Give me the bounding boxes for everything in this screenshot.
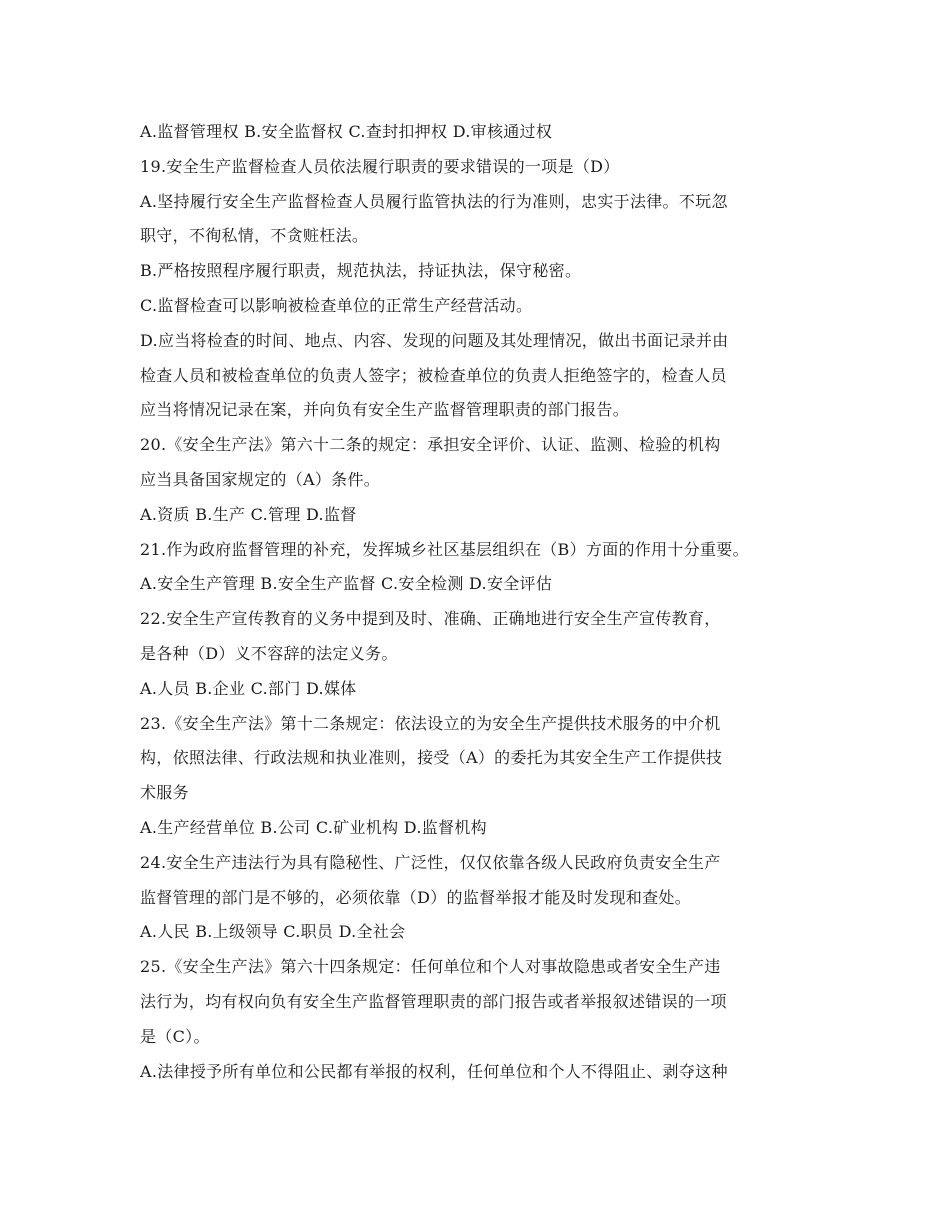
text-line: 术服务 bbox=[140, 783, 189, 803]
text-line: A.资质 B.生产 C.管理 D.监督 bbox=[140, 504, 357, 524]
text-line: 是各种（D）义不容辞的法定义务。 bbox=[140, 643, 398, 663]
text-line: D.应当将检查的时间、地点、内容、发现的问题及其处理情况，做出书面记录并由 bbox=[140, 330, 729, 350]
text-line: 25.《安全生产法》第六十四条规定：任何单位和个人对事故隐患或者安全生产违 bbox=[140, 957, 721, 977]
text-line: C.监督检查可以影响被检查单位的正常生产经营活动。 bbox=[140, 295, 533, 315]
text-line: 是（C）。 bbox=[140, 1026, 210, 1046]
text-line: A.安全生产管理 B.安全生产监督 C.安全检测 D.安全评估 bbox=[140, 574, 553, 594]
text-line: 应当具备国家规定的（A）条件。 bbox=[140, 469, 381, 489]
text-line: 22.安全生产宣传教育的义务中提到及时、准确、正确地进行安全生产宣传教育， bbox=[140, 609, 721, 629]
text-line: 职守，不徇私情，不贪赃枉法。 bbox=[140, 226, 369, 246]
text-line: A.人员 B.企业 C.部门 D.媒体 bbox=[140, 678, 357, 698]
text-line: 应当将情况记录在案，并向负有安全生产监督管理职责的部门报告。 bbox=[140, 400, 630, 420]
text-line: 24.安全生产违法行为具有隐秘性、广泛性，仅仅依靠各级人民政府负责安全生产 bbox=[140, 852, 721, 872]
text-line: 21.作为政府监督管理的补充，发挥城乡社区基层组织在（B）方面的作用十分重要。 bbox=[140, 539, 749, 559]
text-line: 检查人员和被检查单位的负责人签字；被检查单位的负责人拒绝签字的，检查人员 bbox=[140, 365, 727, 385]
text-line: 构，依照法律、行政法规和执业准则，接受（A）的委托为其安全生产工作提供技 bbox=[140, 748, 723, 768]
text-line: A.人民 B.上级领导 C.职员 D.全社会 bbox=[140, 922, 406, 942]
text-line: A.法律授予所有单位和公民都有举报的权利，任何单位和个人不得阻止、剥夺这种 bbox=[140, 1061, 728, 1081]
text-line: A.生产经营单位 B.公司 C.矿业机构 D.监督机构 bbox=[140, 817, 487, 837]
text-line: A.监督管理权 B.安全监督权 C.查封扣押权 D.审核通过权 bbox=[140, 122, 553, 141]
text-line: 19.安全生产监督检查人员依法履行职责的要求错误的一项是（D） bbox=[140, 156, 620, 176]
text-line: 23.《安全生产法》第十二条规定：依法设立的为安全生产提供技术服务的中介机 bbox=[140, 713, 721, 733]
text-line: B.严格按照程序履行职责，规范执法，持证执法，保守秘密。 bbox=[140, 261, 582, 281]
text-line: 监督管理的部门是不够的，必须依靠（D）的监督举报才能及时发现和查处。 bbox=[140, 887, 692, 907]
text-line: A.坚持履行安全生产监督检查人员履行监管执法的行为准则，忠实于法律。不玩忽 bbox=[140, 191, 728, 211]
document-body bbox=[140, 115, 830, 1089]
text-line: 法行为，均有权向负有安全生产监督管理职责的部门报告或者举报叙述错误的一项 bbox=[140, 991, 727, 1011]
text-line: 20.《安全生产法》第六十二条的规定：承担安全评价、认证、监测、检验的机构 bbox=[140, 435, 721, 455]
